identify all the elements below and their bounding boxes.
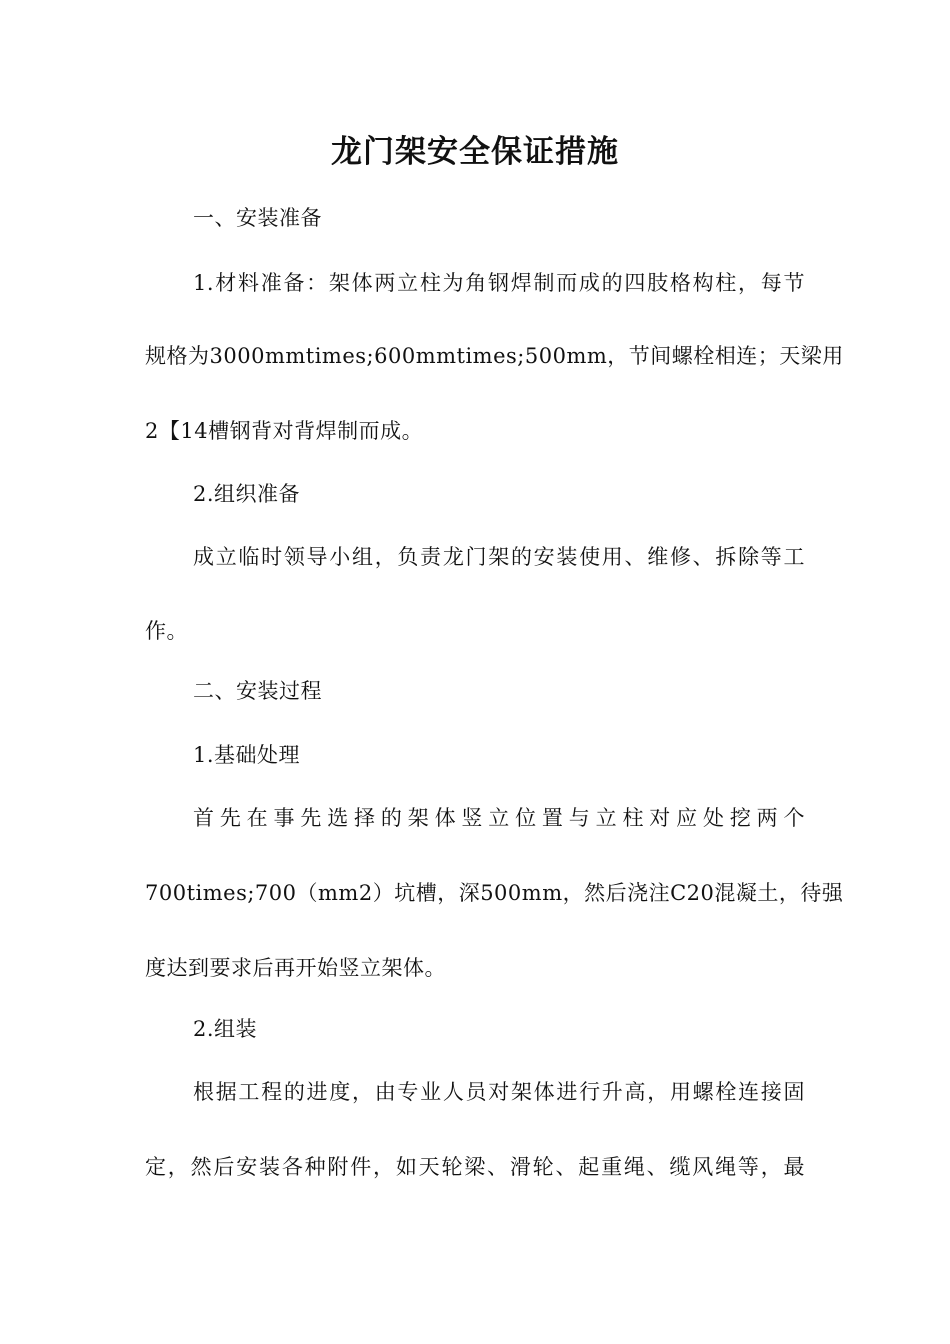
paragraph-line: 根据工程的进度，由专业人员对架体进行升高，用螺栓连接固 [193, 1080, 805, 1104]
paragraph-line: 定，然后安装各种附件，如天轮梁、滑轮、起重绳、缆风绳等，最 [145, 1155, 805, 1179]
paragraph-line: 成立临时领导小组，负责龙门架的安装使用、维修、拆除等工 [193, 545, 805, 569]
paragraph-line: 度达到要求后再开始竖立架体。 [145, 956, 446, 980]
subheading-foundation: 1.基础处理 [193, 743, 301, 767]
paragraph-line: 首先在事先选择的架体竖立位置与立柱对应处挖两个 [193, 806, 805, 830]
document-title: 龙门架安全保证措施 [331, 134, 619, 170]
subheading-organization-prep: 2.组织准备 [193, 482, 301, 506]
section-heading-installation-process: 二、安装过程 [193, 679, 322, 703]
subheading-assembly: 2.组装 [193, 1017, 258, 1041]
paragraph-line: 作。 [145, 619, 188, 643]
paragraph-line: 1.材料准备：架体两立柱为角钢焊制而成的四肢格构柱，每节 [193, 271, 805, 295]
section-heading-installation-prep: 一、安装准备 [193, 206, 322, 230]
paragraph-line: 规格为3000mmtimes;600mmtimes;500mm，节间螺栓相连；天梁用 [145, 344, 844, 368]
paragraph-line: 700times;700（mm2）坑槽，深500mm，然后浇注C20混凝土，待强 [145, 881, 844, 905]
paragraph-line: 2【14槽钢背对背焊制而成。 [145, 419, 424, 443]
